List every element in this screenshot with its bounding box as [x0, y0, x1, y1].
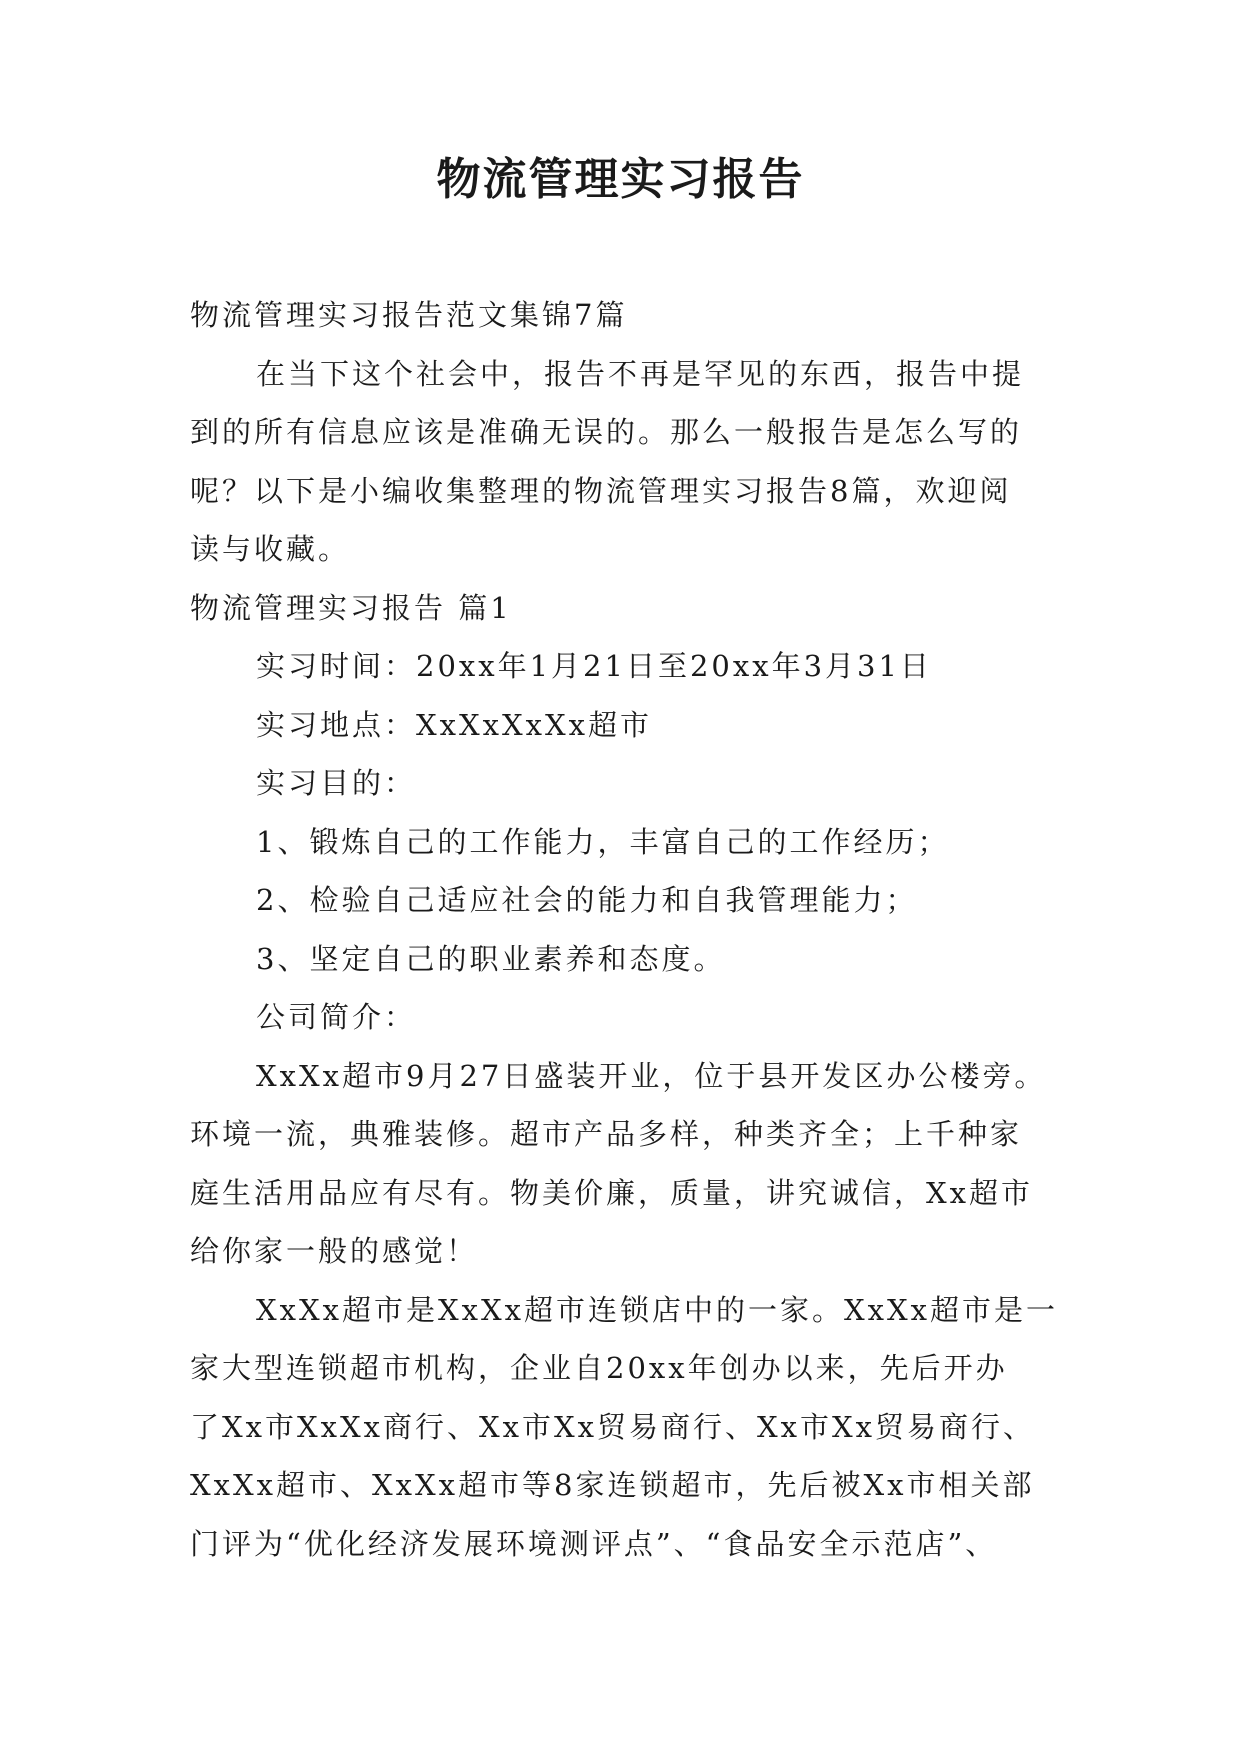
paragraph-line: 门评为“优化经济发展环境测评点”、“食品安全示范店”、 [190, 1526, 998, 1561]
paragraph-line: 实习目的： [256, 766, 417, 800]
paragraph-line: 给你家一般的感觉！ [190, 1234, 479, 1268]
paragraph-line: 物流管理实习报告范文集锦7篇 [190, 298, 628, 332]
paragraph-line: 物流管理实习报告 篇1 [190, 590, 512, 625]
paragraph-line: 公司简介： [256, 1000, 417, 1034]
document-title: 物流管理实习报告 [436, 154, 805, 205]
paragraph-line: 到的所有信息应该是准确无误的。那么一般报告是怎么写的 [190, 415, 1023, 449]
paragraph-line: 读与收藏。 [190, 532, 351, 566]
paragraph-line: 实习时间：20xx年1月21日至20xx年3月31日 [256, 649, 932, 683]
paragraph-line: 环境一流，典雅装修。超市产品多样，种类齐全；上千种家 [190, 1117, 1023, 1151]
paragraph-line: 在当下这个社会中，报告不再是罕见的东西，报告中提 [256, 356, 1025, 391]
document-body [190, 286, 1059, 1573]
paragraph-line: 1、锻炼自己的工作能力，丰富自己的工作经历； [256, 824, 950, 859]
paragraph-line: XxXx超市、XxXx超市等8家连锁超市，先后被Xx市相关部 [190, 1468, 1035, 1502]
paragraph-line: 庭生活用品应有尽有。物美价廉，质量，讲究诚信，Xx超市 [190, 1175, 1034, 1210]
paragraph-line: 3、坚定自己的职业素养和态度。 [256, 941, 726, 976]
paragraph-line: XxXx超市9月27日盛装开业，位于县开发区办公楼旁。 [256, 1058, 1047, 1093]
paragraph-line: 家大型连锁超市机构，企业自20xx年创办以来，先后开办 [190, 1351, 1008, 1385]
paragraph-line: 呢？以下是小编收集整理的物流管理实习报告8篇，欢迎阅 [190, 473, 1012, 508]
paragraph-line: XxXx超市是XxXx超市连锁店中的一家。XxXx超市是一 [256, 1292, 1059, 1327]
paragraph-line: 实习地点：XxXxXxXx超市 [256, 707, 653, 742]
paragraph-line: 2、检验自己适应社会的能力和自我管理能力； [256, 883, 918, 917]
paragraph-line: 了Xx市XxXx商行、Xx市Xx贸易商行、Xx市Xx贸易商行、 [190, 1409, 1036, 1444]
